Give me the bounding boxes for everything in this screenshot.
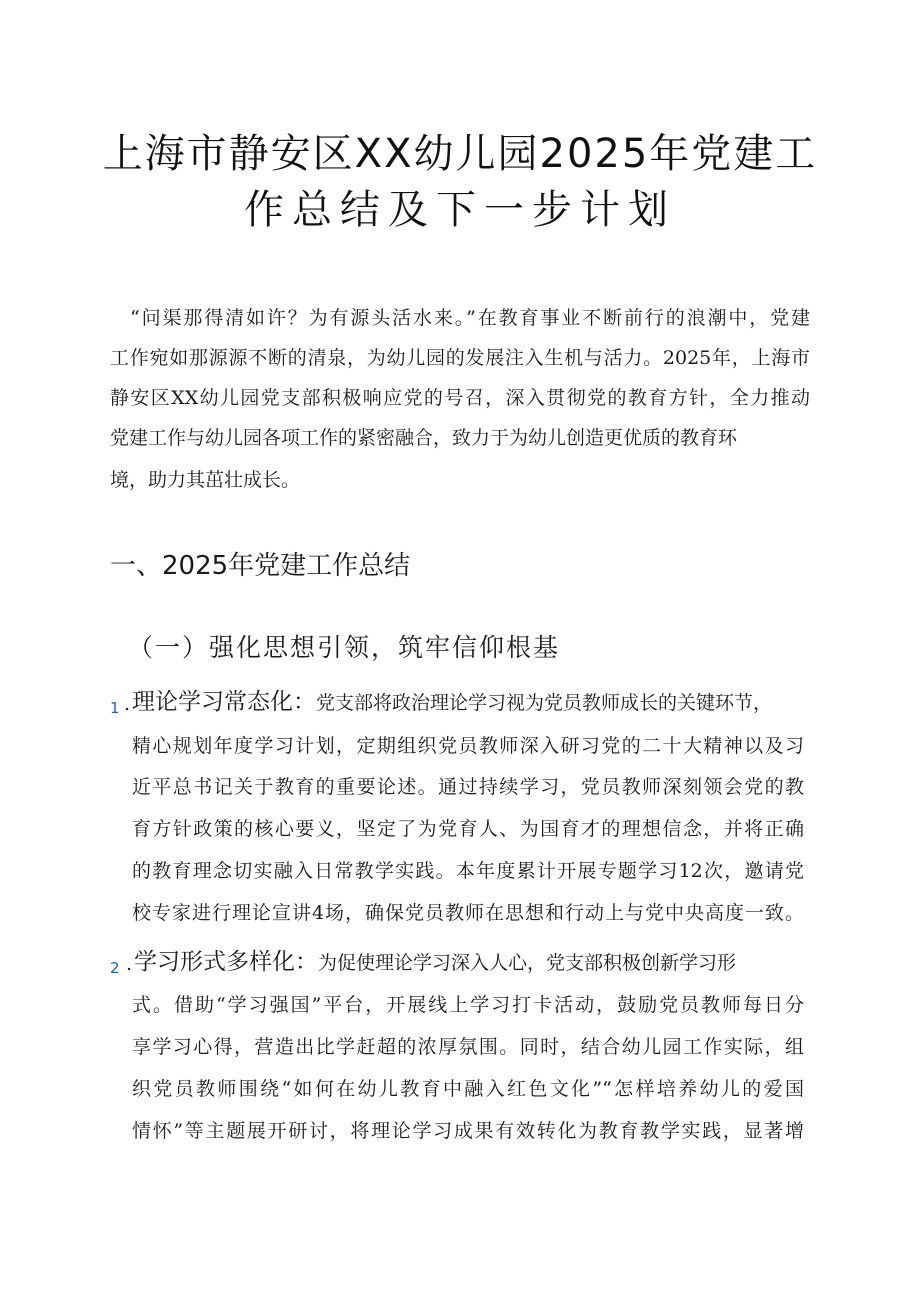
list-item-first-line [132,688,772,717]
intro-line: 党建工作与幼儿园各项工作的紧密融合，致力于为幼儿创造更优质的教育环 [110,427,738,449]
subsection-heading: （一）强化思想引领，筑牢信仰根基 [128,633,561,662]
intro-line: 境，助力其茁壮成长。 [110,469,301,491]
list-item-text: 党支部将政治理论学习视为党员教师成长的关键环节， [316,692,773,714]
document-title-line-2: 作总结及下一步计划 [244,187,676,233]
list-item-line: 近平总书记关于教育的重要论述。通过持续学习，党员教师深刻领会党的教 [132,776,804,798]
list-item-line: 的教育理念切实融入日常教学实践。本年度累计开展专题学习12次，邀请党 [132,860,804,882]
list-number-dot: . [126,953,133,975]
section-heading: 一、2025年党建工作总结 [110,551,411,581]
list-item-first-line [134,948,736,977]
list-item-line: 精心规划年度学习计划，定期组织党员教师深入研习党的二十大精神以及习 [132,735,804,757]
list-item-line: 情怀”等主题展开研讨，将理论学习成果有效转化为教育教学实践，显著增 [132,1120,804,1142]
intro-line: “问渠那得清如许？为有源头活水来。”在教育事业不断前行的浪潮中，党建 [130,307,810,329]
list-item-line: 式。借助“学习强国”平台，开展线上学习打卡活动，鼓励党员教师每日分 [132,994,804,1016]
list-number-dot: . [124,693,131,715]
list-item-line: 校专家进行理论宣讲4场，确保党员教师在思想和行动上与党中央高度一致。 [132,902,804,924]
list-number: 2 [110,959,120,977]
document-title-line-1: 上海市静安区XX幼儿园2025年党建工 [102,131,818,177]
list-item-lead: 理论学习常态化： [132,689,316,715]
list-item-line: 育方针政策的核心要义，坚定了为党育人、为国育才的理想信念，并将正确 [132,818,804,840]
list-item-lead: 学习形式多样化： [134,949,318,975]
list-number: 1 [110,699,120,717]
intro-line: 工作宛如那源源不断的清泉，为幼儿园的发展注入生机与活力。2025年，上海市 [110,347,810,369]
list-item-text: 为促使理论学习深入人心，党支部积极创新学习形 [318,952,737,974]
list-item-line: 享学习心得，营造出比学赶超的浓厚氛围。同时，结合幼儿园工作实际，组 [132,1036,804,1058]
intro-line: 静安区XX幼儿园党支部积极响应党的号召，深入贯彻党的教育方针，全力推动 [110,387,810,409]
list-item-line: 织党员教师围绕“如何在幼儿教育中融入红色文化”“怎样培养幼儿的爱国 [132,1078,804,1100]
